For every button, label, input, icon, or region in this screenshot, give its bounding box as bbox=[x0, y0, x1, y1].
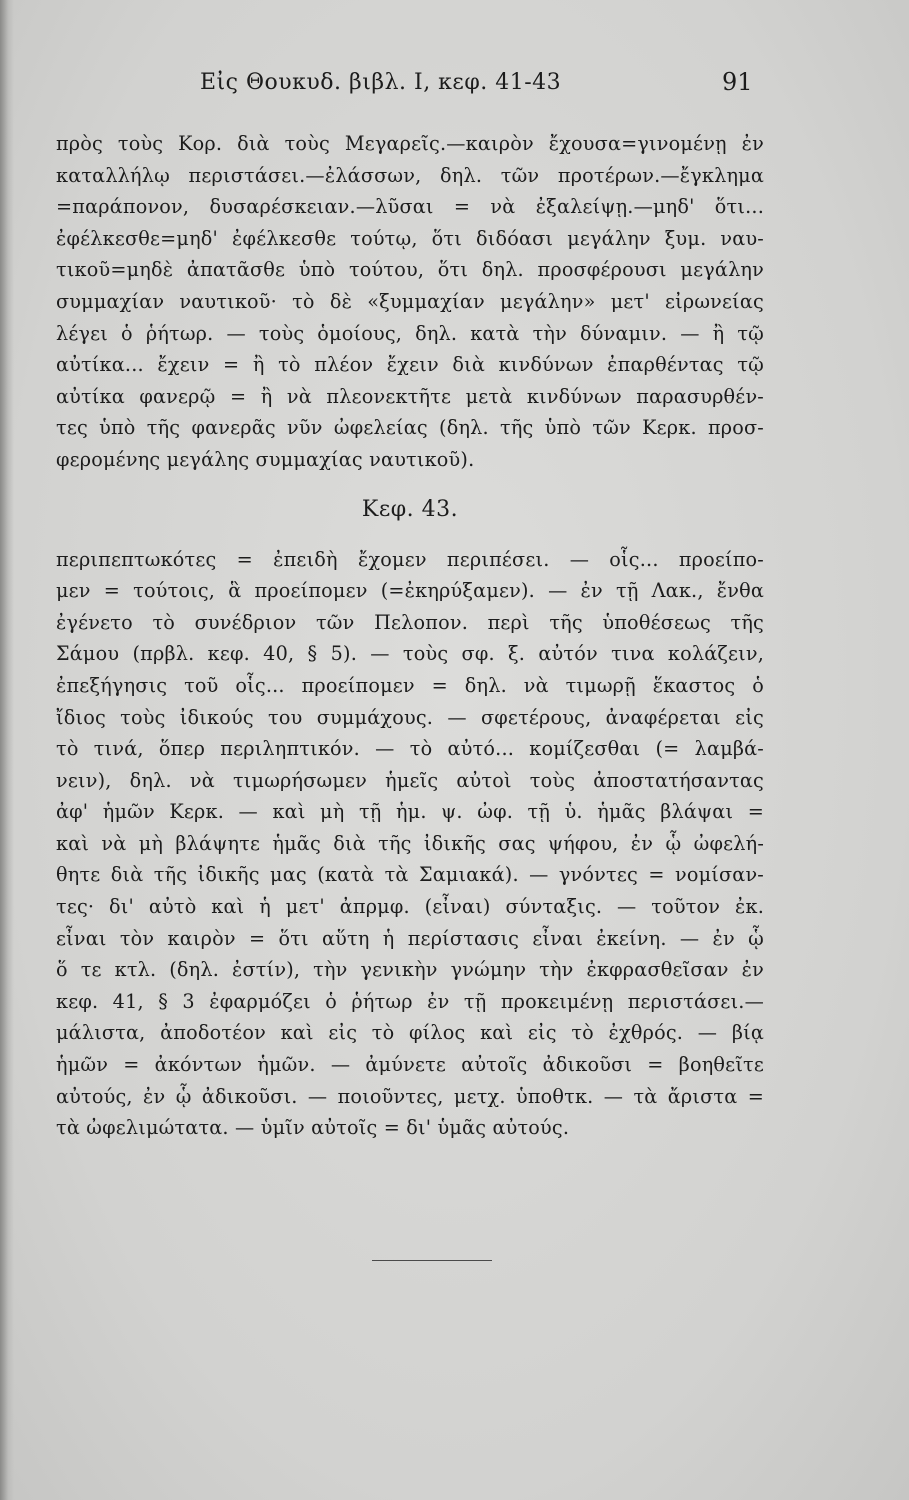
text-line: ἐπεξήγησις τοῦ οἷς... προείπομεν = δηλ. νὰ τιμωρῇ ἕκαστος ὁ bbox=[56, 673, 764, 697]
page-edge-shadow bbox=[0, 0, 14, 1500]
text-line: τὰ ὠφελιμώτατα. — ὑμῖν αὐτοῖς = δι' ὑμᾶς αὐτούς. bbox=[56, 1116, 570, 1140]
text-line: ἐγένετο τὸ συνέδριον τῶν Πελοπον. περὶ τῆς ὑποθέσεως τῆς bbox=[56, 610, 764, 634]
page-header bbox=[0, 64, 909, 104]
text-line: περιπεπτωκότες = ἐπειδὴ ἔχομεν περιπέσει. — οἷς... προείπο- bbox=[56, 547, 764, 571]
text-line: καὶ νὰ μὴ βλάψητε ἡμᾶς διὰ τῆς ἰδικῆς σας ψήφου, ἐν ᾧ ὠφελή- bbox=[56, 831, 764, 855]
text-line: τες ὑπὸ τῆς φανερᾶς νῦν ὠφελείας (δηλ. τῆς ὑπὸ τῶν Κερκ. προσ- bbox=[56, 416, 764, 440]
text-line: μεν = τούτοις, ἃ προείπομεν (=ἐκηρύξαμεν). — ἐν τῇ Λακ., ἔνθα bbox=[56, 579, 764, 603]
text-line: ἴδιος τοὺς ἰδικούς του συμμάχους. — σφετέρους, ἀναφέρεται εἰς bbox=[56, 705, 764, 729]
text-line: ἡμῶν = ἀκόντων ἡμῶν. — ἀμύνετε αὐτοῖς ἀδικοῦσι = βοηθεῖτε bbox=[56, 1053, 764, 1077]
main-text bbox=[56, 128, 764, 1144]
text-line: αὐτίκα... ἔχειν = ἢ τὸ πλέον ἔχειν διὰ κινδύνων ἐπαρθέντας τῷ bbox=[56, 353, 764, 377]
page-number: 91 bbox=[722, 68, 753, 96]
text-line: νειν), δηλ. νὰ τιμωρήσωμεν ἡμεῖς αὐτοὶ τοὺς ἀποστατήσαντας bbox=[56, 768, 764, 792]
text-line: μάλιστα, ἀποδοτέον καὶ εἰς τὸ φίλος καὶ εἰς τὸ ἐχθρός. — βίᾳ bbox=[56, 1021, 764, 1045]
end-rule bbox=[372, 1260, 492, 1261]
paragraph-1 bbox=[56, 128, 764, 476]
text-line: Σάμου (πρβλ. κεφ. 40, § 5). — τοὺς σφ. ξ. αὐτόν τινα κολάζειν, bbox=[56, 642, 764, 666]
text-line: =παράπονον, δυσαρέσκειαν.—λῦσαι = νὰ ἐξαλείψῃ.—μηδ' ὅτι... bbox=[56, 195, 764, 219]
text-line: ἐφέλκεσθε=μηδ' ἐφέλκεσθε τούτῳ, ὅτι διδόασι μεγάλην ξυμ. ναυ- bbox=[56, 226, 764, 250]
text-line: πρὸς τοὺς Κορ. διὰ τοὺς Μεγαρεῖς.—καιρὸν ἔχουσα=γινομένῃ ἐν bbox=[56, 132, 764, 155]
text-line: θητε διὰ τῆς ἰδικῆς μας (κατὰ τὰ Σαμιακά). — γνόντες = νομίσαν- bbox=[56, 863, 764, 887]
text-line: εἶναι τὸν καιρὸν = ὅτι αὕτη ἡ περίστασις εἶναι ἐκείνη. — ἐν ᾧ bbox=[56, 926, 764, 950]
text-line: συμμαχίαν ναυτικοῦ· τὸ δὲ «ξυμμαχίαν μεγάλην» μετ' εἰρωνείας bbox=[56, 289, 764, 313]
text-line: φερομένης μεγάλης συμμαχίας ναυτικοῦ). bbox=[56, 447, 475, 471]
text-line: καταλλήλῳ περιστάσει.—ἐλάσσων, δηλ. τῶν προτέρων.—ἔγκλημα bbox=[56, 163, 764, 187]
paragraph-2 bbox=[56, 544, 764, 1144]
text-line: τες· δι' αὐτὸ καὶ ἡ μετ' ἀπρμφ. (εἶναι) σύνταξις. — τοῦτον ἐκ. bbox=[56, 895, 764, 919]
text-line: τικοῦ=μηδὲ ἀπατᾶσθε ὑπὸ τούτου, ὅτι δηλ. προσφέρουσι μεγάλην bbox=[56, 258, 764, 282]
chapter-heading: Κεφ. 43. bbox=[361, 496, 459, 522]
text-line: κεφ. 41, § 3 ἐφαρμόζει ὁ ῥήτωρ ἐν τῇ προκειμένῃ περιστάσει.— bbox=[56, 989, 764, 1013]
text-line: λέγει ὁ ῥήτωρ. — τοὺς ὁμοίους, δηλ. κατὰ τὴν δύναμιν. — ἢ τῷ bbox=[56, 321, 764, 345]
running-head: Εἰς Θουκυδ. βιβλ. Ι, κεφ. 41-43 bbox=[200, 70, 562, 95]
text-line: ἀφ' ἡμῶν Κερκ. — καὶ μὴ τῇ ἡμ. ψ. ὠφ. τῇ ὑ. ἡμᾶς βλάψαι = bbox=[56, 800, 764, 824]
text-line: αὐτίκα φανερῷ = ἢ νὰ πλεονεκτῆτε μετὰ κινδύνων παρασυρθέν- bbox=[56, 384, 764, 408]
text-line: ὅ τε κτλ. (δηλ. ἐστίν), τὴν γενικὴν γνώμην τὴν ἐκφρασθεῖσαν ἐν bbox=[56, 958, 764, 982]
text-line: τὸ τινά, ὅπερ περιληπτικόν. — τὸ αὐτό... κομίζεσθαι (= λαμβά- bbox=[56, 737, 764, 761]
text-line: αὐτούς, ἐν ᾧ ἀδικοῦσι. — ποιοῦντες, μετχ. ὑποθτκ. — τὰ ἄριστα = bbox=[56, 1084, 764, 1108]
